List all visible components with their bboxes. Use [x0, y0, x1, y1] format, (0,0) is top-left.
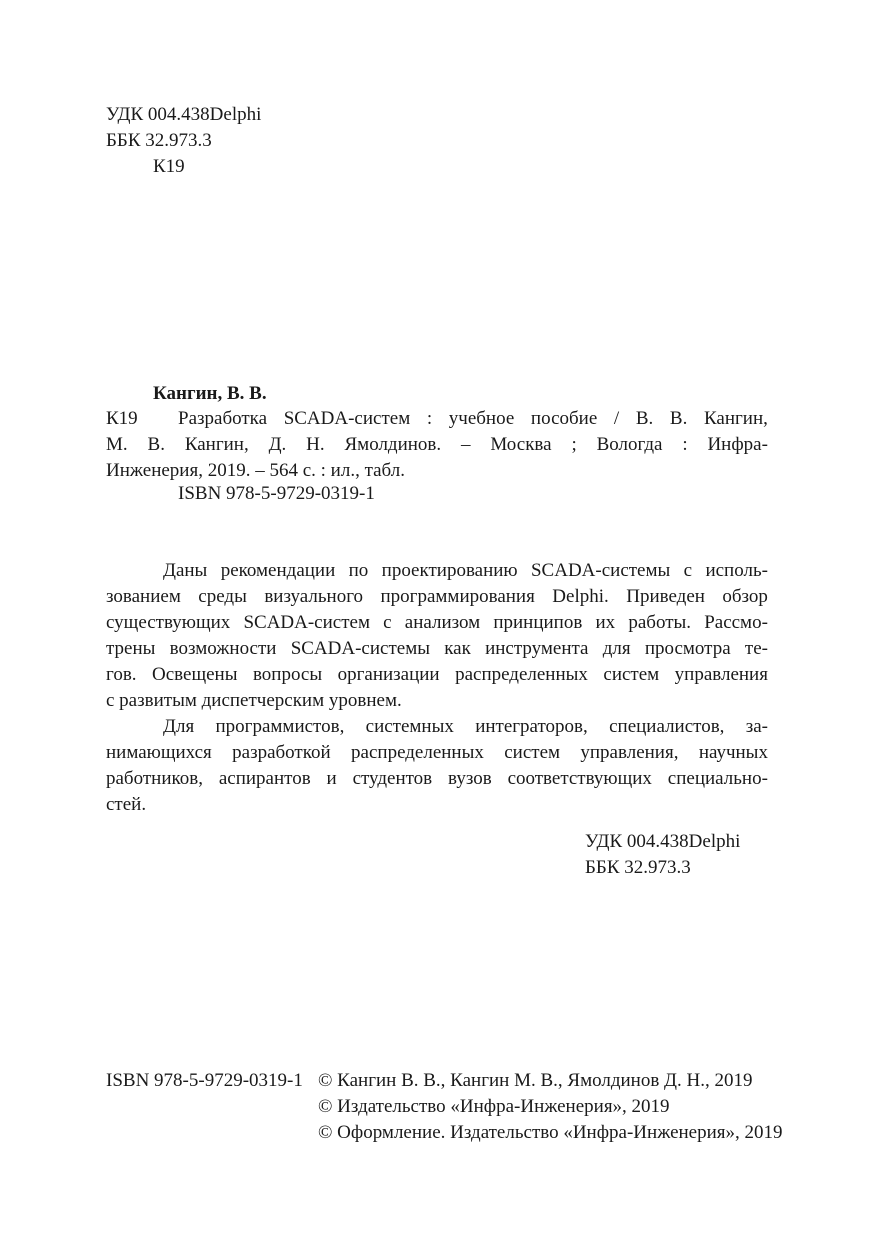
copyright-line: © Издательство «Инфра-Инженерия», 2019 [318, 1096, 670, 1117]
word: принципов [493, 612, 583, 633]
word: SCADA-системы [290, 638, 430, 659]
bib-line-2 [106, 432, 768, 458]
word: те- [744, 638, 768, 659]
word: исполь- [705, 560, 768, 581]
word: Освещены [152, 664, 238, 685]
word: управления [674, 664, 768, 685]
word: систем [603, 664, 660, 685]
word: для [602, 638, 631, 659]
word: системных [365, 716, 454, 737]
word: Для [163, 716, 195, 737]
copyright-line: © Кангин В. В., Кангин М. В., Ямолдинов Д. Н., 2019 [318, 1070, 753, 1091]
author-heading: Кангин, В. В. [153, 383, 267, 404]
word: SCADA-систем [283, 408, 411, 429]
word: визуального [264, 586, 364, 607]
word: Д. [268, 434, 287, 455]
abstract-line [106, 610, 768, 636]
word: студентов [352, 768, 433, 789]
word: : [682, 434, 688, 455]
word: М. [106, 434, 128, 455]
word: учебное [448, 408, 515, 429]
word: управления, [580, 742, 679, 763]
word: – [461, 434, 471, 455]
word: В. [147, 434, 165, 455]
word: гов. [106, 664, 137, 685]
word: ; [571, 434, 577, 455]
word: систем [504, 742, 561, 763]
word: программирования [380, 586, 535, 607]
top-udk-index: УДК 004.438Delphi [106, 104, 262, 125]
word: существующих [106, 612, 231, 633]
word: соответствующих [507, 768, 652, 789]
author-sign: К19 [106, 408, 138, 429]
word: анализом [404, 612, 481, 633]
word: Даны [163, 560, 208, 581]
word: научных [698, 742, 768, 763]
abstract-line [106, 662, 768, 688]
top-bbk-index: ББК 32.973.3 [106, 130, 212, 151]
word: вузов [448, 768, 492, 789]
word: разработкой [232, 742, 331, 763]
word: SCADA-систем [243, 612, 370, 633]
top-author-sign: К19 [153, 156, 185, 177]
word: вопросы [252, 664, 323, 685]
abstract-line [106, 636, 768, 662]
abstract-line [106, 714, 768, 740]
abstract-line [106, 740, 768, 766]
word: Ямолдинов. [344, 434, 442, 455]
word: распределенных [351, 742, 484, 763]
abstract-line [106, 766, 768, 792]
word: трены [106, 638, 156, 659]
bib-line-3: Инженерия, 2019. – 564 с. : ил., табл. [106, 460, 405, 481]
word: их [595, 612, 616, 633]
word: распределенных [455, 664, 588, 685]
word: Разработка [178, 408, 268, 429]
word: / [613, 408, 620, 429]
word: среды [198, 586, 247, 607]
word: Приведен [626, 586, 705, 607]
word: и [326, 768, 337, 789]
word: Вологда [596, 434, 663, 455]
copyright-notices [318, 1068, 783, 1146]
word: Рассмо- [704, 612, 768, 633]
word: Кангин, [184, 434, 249, 455]
word: возможности [169, 638, 277, 659]
word: Москва [490, 434, 552, 455]
word: инструмента [485, 638, 589, 659]
word: специалистов, [609, 716, 725, 737]
word: специально- [667, 768, 768, 789]
bib-isbn: ISBN 978-5-9729-0319-1 [178, 483, 375, 504]
word: зованием [106, 586, 181, 607]
abstract-line: с развитым диспетчерским уровнем. [106, 690, 402, 711]
word: просмотра [644, 638, 731, 659]
word: организации [337, 664, 440, 685]
word: SCADA-системы [530, 560, 671, 581]
word: Инфра- [707, 434, 768, 455]
copyright-line: © Оформление. Издательство «Инфра-Инженерия», 2019 [318, 1122, 783, 1143]
word: рекомендации [220, 560, 336, 581]
bib-line-1 [178, 406, 768, 432]
word: по [348, 560, 369, 581]
word: программистов, [215, 716, 345, 737]
word: проектированию [381, 560, 518, 581]
word: аспирантов [218, 768, 311, 789]
word: В. [635, 408, 654, 429]
word: Delphi. [552, 586, 609, 607]
abstract [106, 558, 768, 818]
abstract-line: стей. [106, 794, 147, 815]
bottom-udk-index: УДК 004.438Delphi [585, 831, 741, 852]
abstract-line [106, 558, 768, 584]
word: обзор [722, 586, 768, 607]
word: с [683, 560, 693, 581]
word: нимающихся [106, 742, 212, 763]
word: с [383, 612, 392, 633]
word: : [426, 408, 433, 429]
word: интеграторов, [475, 716, 588, 737]
word: работы. [628, 612, 692, 633]
copyright-isbn: ISBN 978-5-9729-0319-1 [106, 1070, 303, 1091]
word: пособие [530, 408, 598, 429]
word: работников, [106, 768, 203, 789]
word: Н. [306, 434, 325, 455]
word: Кангин, [703, 408, 768, 429]
word: как [444, 638, 471, 659]
word: за- [745, 716, 768, 737]
abstract-line [106, 584, 768, 610]
word: В. [669, 408, 688, 429]
bottom-bbk-index: ББК 32.973.3 [585, 857, 691, 878]
